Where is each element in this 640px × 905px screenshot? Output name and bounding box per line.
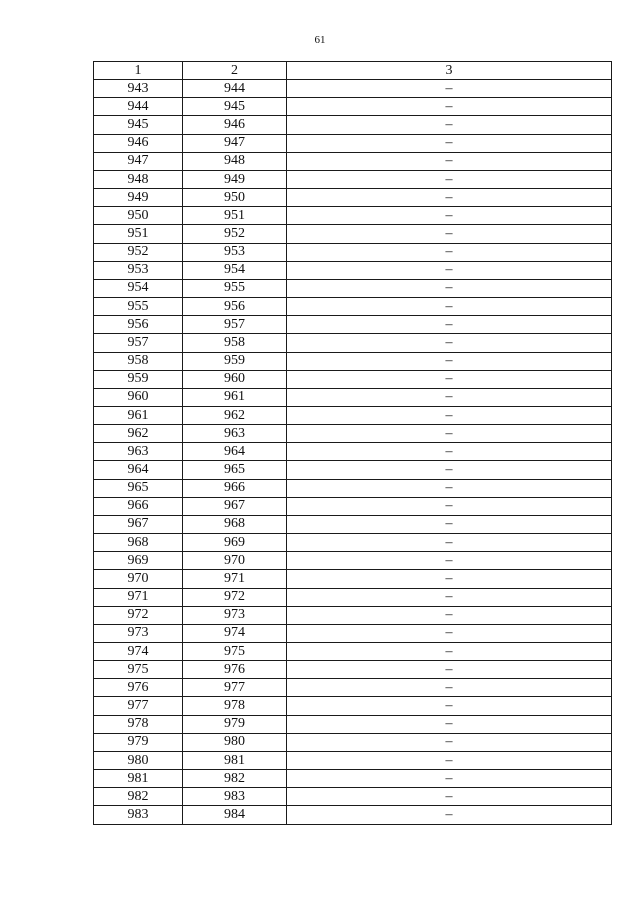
- cell-col-1: 959: [94, 370, 183, 388]
- table-row: [94, 279, 612, 297]
- table-row: [94, 643, 612, 661]
- cell-col-2: 980: [183, 733, 287, 751]
- cell-col-2: 972: [183, 588, 287, 606]
- cell-col-2: 966: [183, 479, 287, 497]
- cell-col-1: 953: [94, 261, 183, 279]
- table-row: [94, 225, 612, 243]
- table-row: [94, 425, 612, 443]
- cell-col-2: 959: [183, 352, 287, 370]
- cell-col-3: –: [287, 552, 612, 570]
- table-row: [94, 152, 612, 170]
- cell-col-3: –: [287, 534, 612, 552]
- cell-col-3: –: [287, 370, 612, 388]
- cell-col-1: 981: [94, 770, 183, 788]
- cell-col-2: 961: [183, 388, 287, 406]
- cell-col-3: –: [287, 298, 612, 316]
- cell-col-3: –: [287, 643, 612, 661]
- cell-col-1: 966: [94, 497, 183, 515]
- cell-col-3: –: [287, 207, 612, 225]
- cell-col-1: 980: [94, 751, 183, 769]
- table-row: [94, 261, 612, 279]
- cell-col-3: –: [287, 806, 612, 824]
- table-row: [94, 552, 612, 570]
- table-row: [94, 770, 612, 788]
- cell-col-2: 949: [183, 170, 287, 188]
- cell-col-2: 958: [183, 334, 287, 352]
- cell-col-3: –: [287, 406, 612, 424]
- cell-col-2: 956: [183, 298, 287, 316]
- cell-col-1: 956: [94, 316, 183, 334]
- cell-col-2: 984: [183, 806, 287, 824]
- cell-col-3: –: [287, 679, 612, 697]
- cell-col-2: 948: [183, 152, 287, 170]
- cell-col-1: 982: [94, 788, 183, 806]
- table-row: [94, 715, 612, 733]
- cell-col-1: 958: [94, 352, 183, 370]
- cell-col-2: 965: [183, 461, 287, 479]
- column-header-2: 2: [183, 62, 287, 80]
- cell-col-3: –: [287, 425, 612, 443]
- cell-col-2: 983: [183, 788, 287, 806]
- cell-col-2: 964: [183, 443, 287, 461]
- cell-col-2: 957: [183, 316, 287, 334]
- cell-col-1: 965: [94, 479, 183, 497]
- cell-col-1: 978: [94, 715, 183, 733]
- table-row: [94, 697, 612, 715]
- cell-col-1: 964: [94, 461, 183, 479]
- cell-col-2: 969: [183, 534, 287, 552]
- cell-col-2: 954: [183, 261, 287, 279]
- cell-col-2: 982: [183, 770, 287, 788]
- cell-col-1: 961: [94, 406, 183, 424]
- table-row: [94, 98, 612, 116]
- table-row: [94, 189, 612, 207]
- cell-col-1: 969: [94, 552, 183, 570]
- table-body: [94, 80, 612, 824]
- cell-col-2: 945: [183, 98, 287, 116]
- cell-col-1: 971: [94, 588, 183, 606]
- cell-col-2: 962: [183, 406, 287, 424]
- cell-col-3: –: [287, 479, 612, 497]
- table-row: [94, 134, 612, 152]
- cell-col-3: –: [287, 751, 612, 769]
- table-row: [94, 606, 612, 624]
- cell-col-1: 948: [94, 170, 183, 188]
- cell-col-3: –: [287, 152, 612, 170]
- table-row: [94, 570, 612, 588]
- cell-col-1: 974: [94, 643, 183, 661]
- cell-col-1: 975: [94, 661, 183, 679]
- cell-col-1: 960: [94, 388, 183, 406]
- cell-col-2: 975: [183, 643, 287, 661]
- table-row: [94, 461, 612, 479]
- cell-col-3: –: [287, 733, 612, 751]
- cell-col-1: 949: [94, 189, 183, 207]
- table-row: [94, 116, 612, 134]
- table-row: [94, 679, 612, 697]
- cell-col-2: 946: [183, 116, 287, 134]
- table-row: [94, 370, 612, 388]
- cell-col-1: 968: [94, 534, 183, 552]
- table-row: [94, 406, 612, 424]
- table-row: [94, 479, 612, 497]
- table-row: [94, 751, 612, 769]
- cell-col-2: 953: [183, 243, 287, 261]
- cell-col-1: 951: [94, 225, 183, 243]
- cell-col-2: 960: [183, 370, 287, 388]
- table-row: [94, 733, 612, 751]
- cell-col-3: –: [287, 770, 612, 788]
- cell-col-2: 955: [183, 279, 287, 297]
- cell-col-3: –: [287, 461, 612, 479]
- cell-col-3: –: [287, 497, 612, 515]
- cell-col-3: –: [287, 316, 612, 334]
- cell-col-3: –: [287, 116, 612, 134]
- cell-col-2: 978: [183, 697, 287, 715]
- cell-col-2: 944: [183, 80, 287, 98]
- cell-col-1: 952: [94, 243, 183, 261]
- cell-col-2: 963: [183, 425, 287, 443]
- cell-col-1: 954: [94, 279, 183, 297]
- table-header-row: [94, 62, 612, 80]
- column-header-1: 1: [94, 62, 183, 80]
- cell-col-2: 970: [183, 552, 287, 570]
- table-row: [94, 316, 612, 334]
- cell-col-3: –: [287, 279, 612, 297]
- cell-col-1: 979: [94, 733, 183, 751]
- cell-col-2: 971: [183, 570, 287, 588]
- cell-col-2: 952: [183, 225, 287, 243]
- cell-col-2: 977: [183, 679, 287, 697]
- cell-col-3: –: [287, 570, 612, 588]
- cell-col-1: 945: [94, 116, 183, 134]
- cell-col-1: 947: [94, 152, 183, 170]
- cell-col-2: 950: [183, 189, 287, 207]
- cell-col-3: –: [287, 388, 612, 406]
- table-row: [94, 388, 612, 406]
- cell-col-2: 968: [183, 515, 287, 533]
- cell-col-1: 950: [94, 207, 183, 225]
- table-row: [94, 497, 612, 515]
- cell-col-2: 973: [183, 606, 287, 624]
- table-row: [94, 443, 612, 461]
- cell-col-3: –: [287, 715, 612, 733]
- table-row: [94, 243, 612, 261]
- cell-col-3: –: [287, 261, 612, 279]
- cell-col-1: 962: [94, 425, 183, 443]
- table-row: [94, 534, 612, 552]
- table-row: [94, 298, 612, 316]
- cell-col-3: –: [287, 352, 612, 370]
- cell-col-1: 970: [94, 570, 183, 588]
- table-row: [94, 352, 612, 370]
- cell-col-1: 976: [94, 679, 183, 697]
- cell-col-2: 967: [183, 497, 287, 515]
- cell-col-2: 951: [183, 207, 287, 225]
- cell-col-3: –: [287, 588, 612, 606]
- table-row: [94, 170, 612, 188]
- table-row: [94, 588, 612, 606]
- cell-col-1: 957: [94, 334, 183, 352]
- cell-col-1: 973: [94, 624, 183, 642]
- cell-col-3: –: [287, 189, 612, 207]
- table-row: [94, 207, 612, 225]
- cell-col-3: –: [287, 661, 612, 679]
- cell-col-2: 981: [183, 751, 287, 769]
- cell-col-2: 976: [183, 661, 287, 679]
- cell-col-3: –: [287, 334, 612, 352]
- cell-col-2: 947: [183, 134, 287, 152]
- table-row: [94, 624, 612, 642]
- cell-col-3: –: [287, 624, 612, 642]
- table-row: [94, 806, 612, 824]
- cell-col-3: –: [287, 80, 612, 98]
- cell-col-1: 944: [94, 98, 183, 116]
- cell-col-3: –: [287, 225, 612, 243]
- table-row: [94, 80, 612, 98]
- cell-col-1: 955: [94, 298, 183, 316]
- cell-col-3: –: [287, 606, 612, 624]
- table-row: [94, 788, 612, 806]
- cell-col-1: 977: [94, 697, 183, 715]
- cell-col-1: 963: [94, 443, 183, 461]
- cell-col-1: 972: [94, 606, 183, 624]
- table-row: [94, 515, 612, 533]
- data-table: [93, 61, 612, 825]
- cell-col-3: –: [287, 98, 612, 116]
- cell-col-2: 974: [183, 624, 287, 642]
- table-row: [94, 334, 612, 352]
- cell-col-1: 967: [94, 515, 183, 533]
- cell-col-3: –: [287, 515, 612, 533]
- cell-col-1: 983: [94, 806, 183, 824]
- cell-col-1: 946: [94, 134, 183, 152]
- cell-col-3: –: [287, 243, 612, 261]
- cell-col-3: –: [287, 170, 612, 188]
- page-number: 61: [314, 34, 326, 46]
- cell-col-3: –: [287, 697, 612, 715]
- cell-col-2: 979: [183, 715, 287, 733]
- cell-col-3: –: [287, 788, 612, 806]
- table-row: [94, 661, 612, 679]
- cell-col-3: –: [287, 443, 612, 461]
- cell-col-1: 943: [94, 80, 183, 98]
- column-header-3: 3: [287, 62, 612, 80]
- cell-col-3: –: [287, 134, 612, 152]
